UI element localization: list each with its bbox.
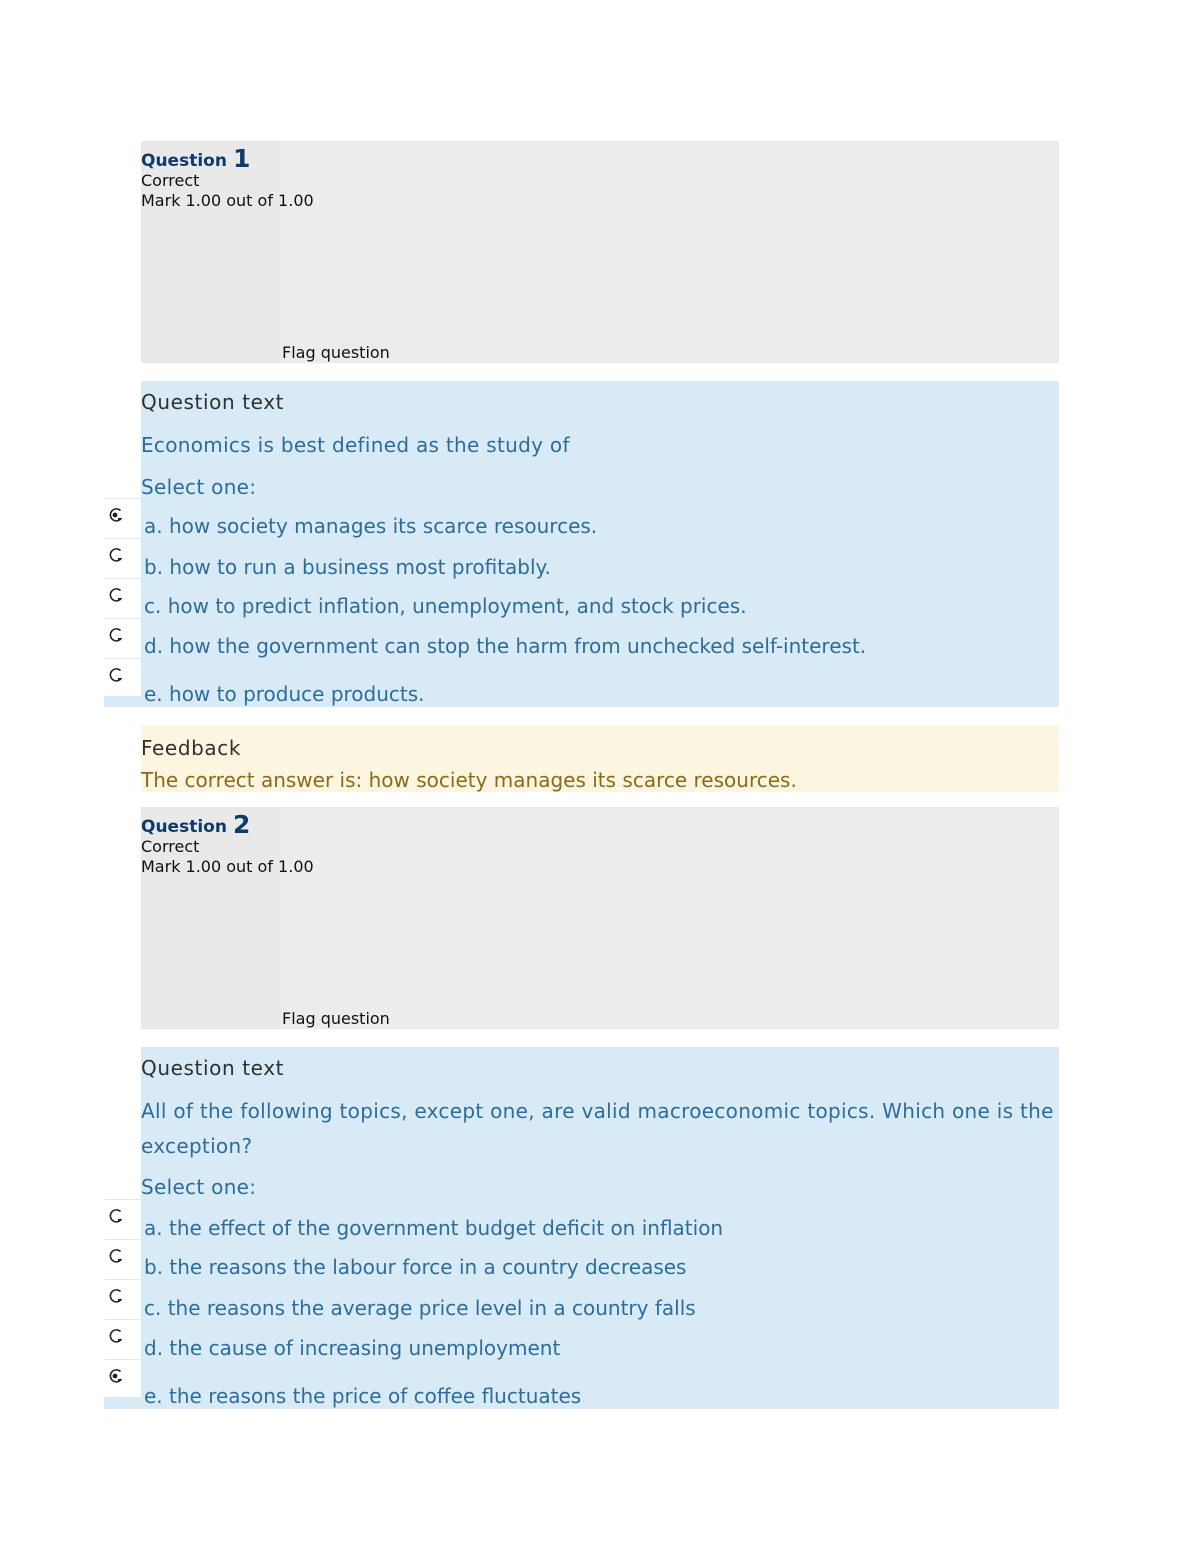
question-1-feedback xyxy=(141,725,1059,792)
question-1-formulation xyxy=(141,381,1059,707)
question-2-option-b[interactable]: b. the reasons the labour force in a country decreases xyxy=(144,1255,687,1279)
question-2-option-e[interactable]: e. the reasons the price of coffee fluctuates xyxy=(144,1384,582,1408)
question-2-flag-button[interactable]: Flag question xyxy=(282,1009,390,1028)
radio-unchecked-icon[interactable] xyxy=(108,1248,124,1264)
question-2-grade: Mark 1.00 out of 1.00 xyxy=(141,857,314,876)
option-divider xyxy=(104,1359,141,1360)
option-divider xyxy=(104,1239,141,1240)
radio-unchecked-icon[interactable] xyxy=(108,667,124,683)
question-1-option-c[interactable]: c. how to predict inflation, unemployment, and stock prices. xyxy=(144,594,747,618)
question-1-text-heading: Question text xyxy=(141,390,285,414)
question-label: Question xyxy=(141,151,227,171)
option-divider xyxy=(104,618,141,619)
question-2-prompt: Select one: xyxy=(141,1175,257,1199)
question-1-prompt: Select one: xyxy=(141,475,257,499)
question-2-number xyxy=(141,809,250,838)
option-divider xyxy=(104,498,141,499)
question-1-flag-button[interactable]: Flag question xyxy=(282,343,390,362)
option-divider xyxy=(104,1199,141,1200)
question-1-option-a[interactable]: a. how society manages its scarce resources. xyxy=(144,514,598,538)
question-1-info xyxy=(141,141,1059,363)
question-2-answer-strip xyxy=(104,1397,141,1409)
feedback-heading: Feedback xyxy=(141,736,242,760)
option-divider xyxy=(104,1279,141,1280)
option-divider xyxy=(104,578,141,579)
radio-unchecked-icon[interactable] xyxy=(108,1208,124,1224)
option-divider xyxy=(104,658,141,659)
feedback-text: The correct answer is: how society manages its scarce resources. xyxy=(141,768,797,792)
question-label: Question xyxy=(141,817,227,837)
question-2-info xyxy=(141,807,1059,1029)
radio-checked-icon[interactable] xyxy=(108,1368,124,1384)
question-2-formulation xyxy=(141,1047,1059,1409)
radio-unchecked-icon[interactable] xyxy=(108,547,124,563)
option-divider xyxy=(104,538,141,539)
radio-unchecked-icon[interactable] xyxy=(108,1328,124,1344)
radio-unchecked-icon[interactable] xyxy=(108,1288,124,1304)
question-1-text: Economics is best defined as the study of xyxy=(141,433,570,457)
question-1-state: Correct xyxy=(141,171,200,190)
question-1-number xyxy=(141,143,250,172)
question-1-grade: Mark 1.00 out of 1.00 xyxy=(141,191,314,210)
question-1-option-d[interactable]: d. how the government can stop the harm from unchecked self-interest. xyxy=(144,634,867,658)
radio-unchecked-icon[interactable] xyxy=(108,587,124,603)
question-number: 1 xyxy=(232,144,251,173)
radio-checked-icon[interactable] xyxy=(108,507,124,523)
question-2-state: Correct xyxy=(141,837,200,856)
question-1-option-b[interactable]: b. how to run a business most profitably. xyxy=(144,555,551,579)
question-2-option-c[interactable]: c. the reasons the average price level in a country falls xyxy=(144,1296,696,1320)
question-number: 2 xyxy=(232,810,251,839)
question-2-option-d[interactable]: d. the cause of increasing unemployment xyxy=(144,1336,561,1360)
question-2-option-a[interactable]: a. the effect of the government budget deficit on inflation xyxy=(144,1216,724,1240)
question-1-option-e[interactable]: e. how to produce products. xyxy=(144,682,425,706)
question-1-answer-strip xyxy=(104,696,141,707)
question-2-text: All of the following topics, except one, are valid macroeconomic topics. Which one is the exception? xyxy=(141,1099,1054,1158)
radio-unchecked-icon[interactable] xyxy=(108,627,124,643)
option-divider xyxy=(104,1319,141,1320)
question-2-text-heading: Question text xyxy=(141,1056,285,1080)
